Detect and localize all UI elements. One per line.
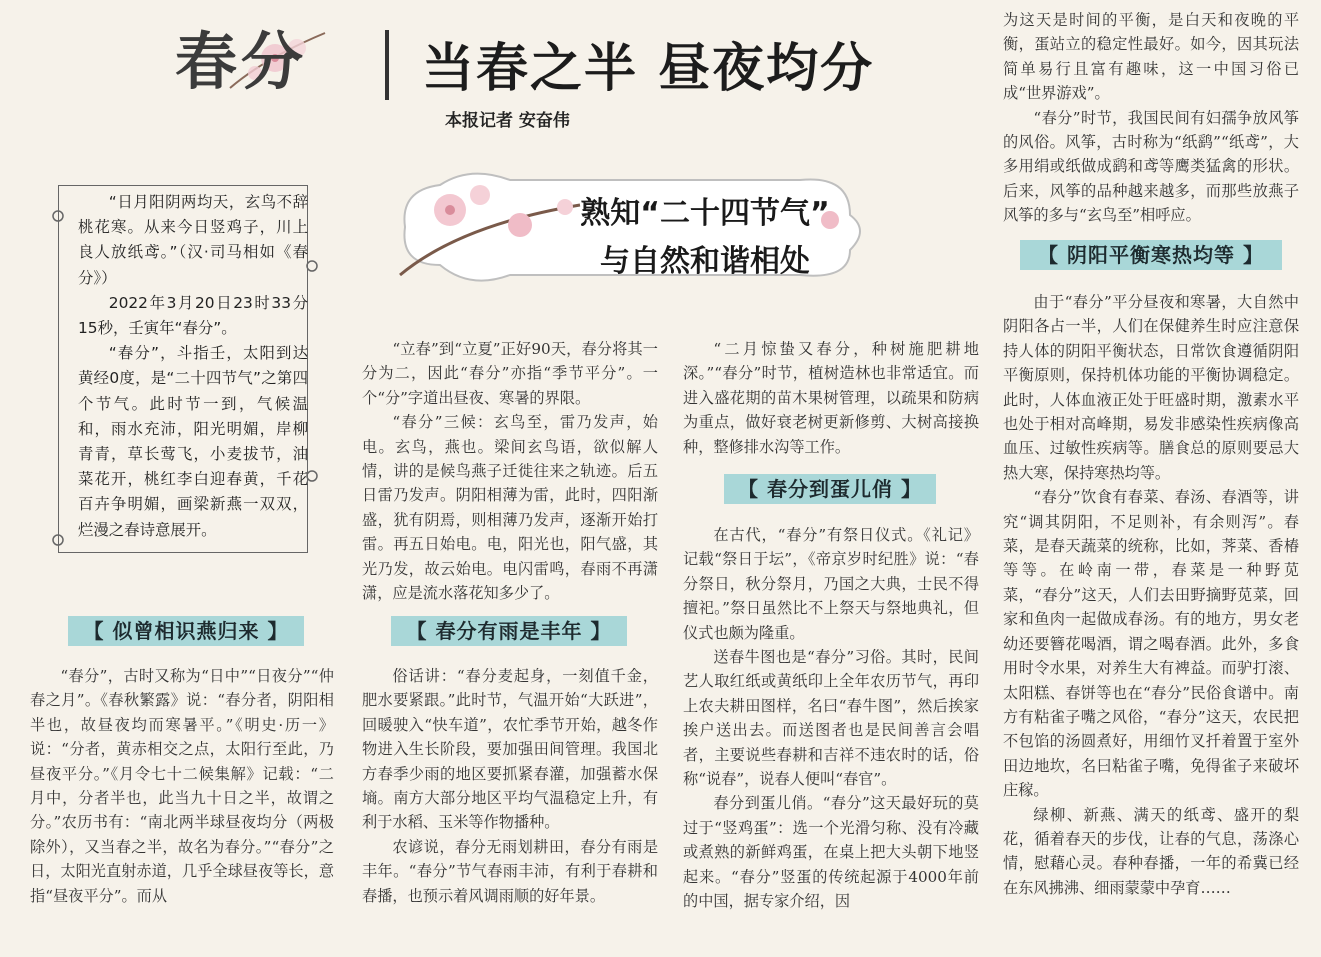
column-4-top — [1003, 8, 1299, 228]
article-paragraph: “春分”饮食有春菜、春汤、春酒等，讲究“调其阴阳，不足则补，有余则泻”。春菜，是春天蔬菜的统称，比如，荠菜、香椿等等。在岭南一带，春菜是一种野苋菜，“春分”这天，人们去田野摘野苋菜，回家和鱼肉一起做成春汤。有的地方，男女老幼还要簪花喝酒，谓之喝春酒。此外，多食用时令水果，对养生大有裨益。而驴打滚、太阳糕、春饼等也在“春分”民俗食谱中。南方有粘雀子嘴之风俗，“春分”这天，农民把不包馅的汤圆煮好，用细竹叉扦着置于室外田边地坎，名曰粘雀子嘴，免得雀子来破坏庄稼。 — [1003, 488, 1299, 800]
column-3-top — [683, 337, 979, 459]
article-paragraph: 送春牛图也是“春分”习俗。其时，民间艺人取红纸或黄纸印上全年农历节气，再印上农夫耕田图样，名曰“春牛图”，然后挨家挨户送出去。而送图者也是民间善言会唱者，主要说些春耕和吉祥不违农时的话，俗称“说春”，说春人便叫“春官”。 — [683, 648, 979, 789]
quote-paragraph: 2022年3月20日23时33分15秒，壬寅年“春分”。 — [78, 293, 308, 338]
feature-title-line1: 熟知“二十四节气” — [580, 196, 830, 231]
column-2-bottom — [362, 664, 658, 908]
column-name: 春分 — [175, 25, 308, 98]
article-paragraph: “二月惊蛰又春分，种树施肥耕地深。”“春分”时节，植树造林也非常适宜。而进入盛花期的苗木果树管理，以疏果和防病为重点，做好衰老树更新修剪、大树高接换种，整修排水沟等工作。 — [683, 340, 979, 456]
column-3-bottom — [683, 523, 979, 914]
page-headline: 当春之半 昼夜均分 — [422, 39, 875, 99]
quote-text — [78, 190, 308, 543]
feature-title-line2: 与自然和谐相处 — [600, 244, 810, 279]
byline: 本报记者 安奋伟 — [445, 111, 570, 131]
article-paragraph: 春分到蛋儿俏。“春分”这天最好玩的莫过于“竖鸡蛋”：选一个光滑匀称、没有冷藏或煮熟的新鲜鸡蛋，在桌上把大头朝下地竖起来。“春分”竖蛋的传统起源于4000年前的中国，据专家介绍，因 — [683, 794, 979, 911]
article-paragraph: 为这天是时间的平衡，是白天和夜晚的平衡，蛋站立的稳定性最好。如今，因其玩法简单易行且富有趣味，这一中国习俗已成“世界游戏”。 — [1003, 11, 1299, 103]
quote-paragraph: “春分”，斗指壬，太阳到达黄经0度，是“二十四节气”之第四个节气。此时节一到，气候温和，雨水充沛，阳光明媚，岸柳青青，草长莺飞，小麦拔节，油菜花开，桃红李白迎春黄，千花百卉争明媚，画梁新燕一双双，烂漫之春诗意展开。 — [78, 344, 308, 539]
quote-paragraph: “日月阳阴两均天，玄鸟不辞桃花寒。从来今日竖鸡子，川上良人放纸鸢。”（汉·司马相如《春分》） — [78, 193, 308, 287]
column-4-bottom — [1003, 290, 1299, 900]
article-paragraph: 俗话讲：“春分麦起身，一刻值千金，肥水要紧跟。”此时节，气温开始“大跃进”，回暖驶入“快车道”，农忙季节开始，越冬作物进入生长阶段，要加强田间管理。我国北方春季少雨的地区要抓紧春灌，加强蓄水保墒。南方大部分地区平均气温稳定上升，有利于水稻、玉米等作物播种。 — [362, 667, 658, 832]
article-paragraph: “立春”到“立夏”正好90天，春分将其一分为二，因此“春分”亦指“季节平分”。一个“分”字道出昼夜、寒暑的界限。 — [362, 340, 658, 407]
article-paragraph: 由于“春分”平分昼夜和寒暑，大自然中阴阳各占一半，人们在保健养生时应注意保持人体的阴阳平衡状态，日常饮食遵循阴阳平衡原则，保持机体功能的平衡协调稳定。此时，人体血液正处于旺盛时期，激素水平也处于相对高峰期，易发非感染性疾病像高血压、过敏性疾病等。膳食总的原则要忌大热大寒，保持寒热均等。 — [1003, 293, 1299, 482]
article-paragraph: 农谚说，春分无雨划耕田，春分有雨是丰年。“春分”节气春雨丰沛，有利于春耕和春播，也预示着风调雨顺的好年景。 — [362, 837, 658, 905]
title-divider — [385, 30, 389, 100]
article-paragraph: 绿柳、新燕、满天的纸鸢、盛开的梨花，循着春天的步伐，让春的气息，荡涤心情，慰藉心灵。春种春播，一年的希冀已经在东风拂沸、细雨蒙蒙中孕育…… — [1003, 805, 1299, 897]
article-paragraph: 在古代，“春分”有祭日仪式。《礼记》记载“祭日于坛”，《帝京岁时纪胜》说：“春分祭日，秋分祭月，乃国之大典，士民不得擅祀。”祭日虽然比不上祭天与祭地典礼，但仪式也颇为隆重。 — [683, 526, 979, 642]
feature-title — [540, 190, 870, 286]
article-paragraph: “春分”，古时又称为“日中”“日夜分”“仲春之月”。《春秋繁露》说：“春分者，阴阳相半也，故昼夜均而寒暑平。”《明史·历一》说：“分者，黄赤相交之点，太阳行至此，乃昼夜平分。”《月令七十二候集解》记载：“二月中，分者半也，此当九十日之半，故谓之分。”农历书有：“南北两半球昼夜均分（两极除外），又当春之半，故名为春分。”“春分”之日，太阳光直射赤道，几乎全球昼夜等长，意指“昼夜平分”。而从 — [30, 667, 334, 905]
column-1 — [30, 664, 334, 908]
section-heading-balance: 【 阴阳平衡寒热均等 】 — [1020, 240, 1282, 270]
article-paragraph: “春分”时节，我国民间有妇孺争放风筝的风俗。风筝，古时称为“纸鹞”“纸鸢”，大多用绢或纸做成鹞和鸢等鹰类猛禽的形状。后来，风筝的品种越来越多，而那些放燕子风筝的多与“玄鸟至”相呼应。 — [1003, 108, 1299, 225]
column-2-top — [362, 337, 658, 605]
section-heading-swallows: 【 似曾相识燕归来 】 — [68, 616, 304, 646]
section-heading-eggs: 【 春分到蛋儿俏 】 — [724, 474, 936, 504]
section-heading-rain: 【 春分有雨是丰年 】 — [391, 616, 627, 646]
article-paragraph: “春分”三候：玄鸟至，雷乃发声，始电。玄鸟，燕也。梁间玄鸟语，欲似解人情，讲的是候鸟燕子迁徙往来之轨迹。后五日雷乃发声。阴阳相薄为雷，此时，四阳渐盛，犹有阴焉，则相薄乃发声，逐渐开始打雷。再五日始电。电，阳光也，阳气盛，其光乃发，故云始电。电闪雷鸣，春雨不再潇潇，应是流水落花知多少了。 — [362, 413, 658, 603]
